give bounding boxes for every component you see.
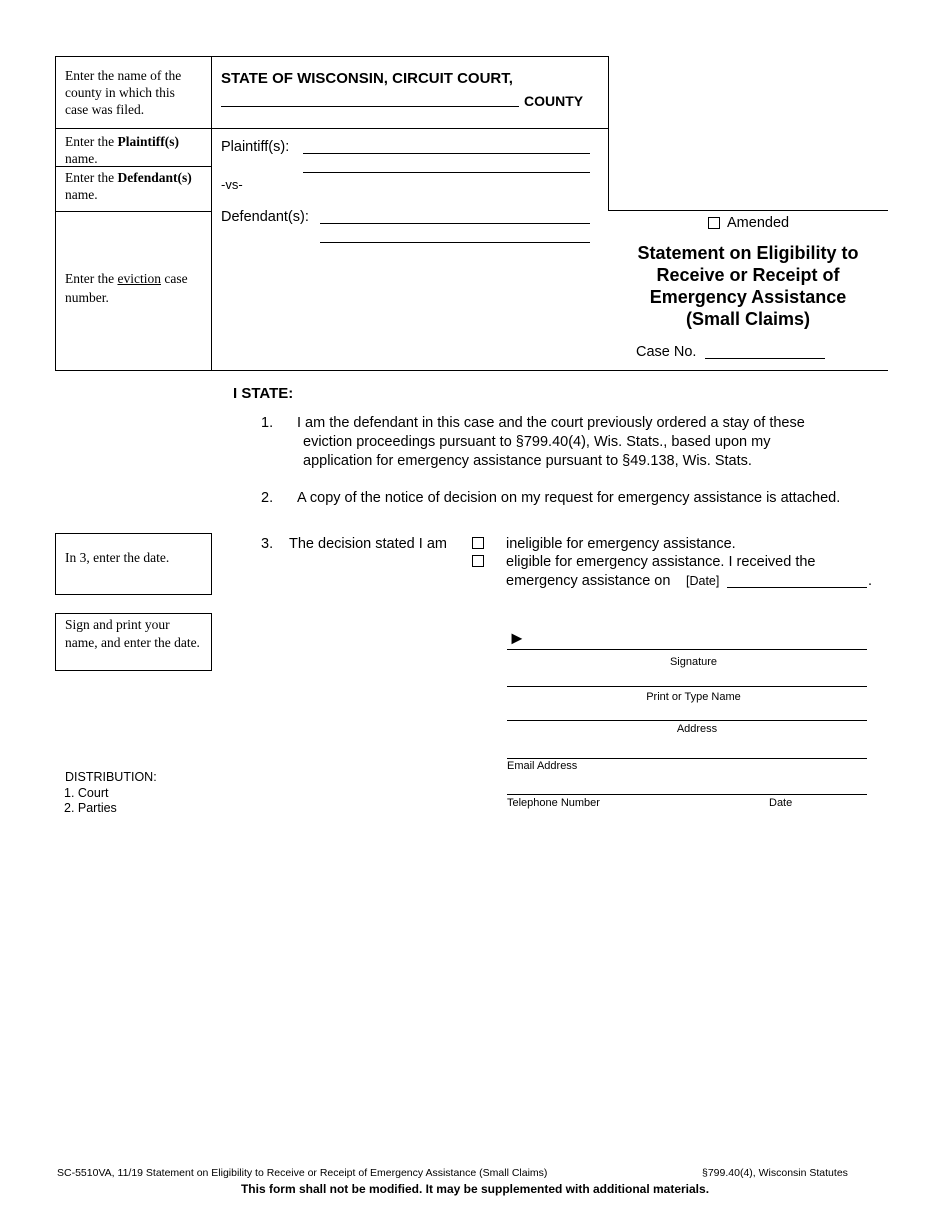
footer-notice: This form shall not be modified. It may be supplemented with additional materials.: [240, 1182, 710, 1196]
defendant-field-2[interactable]: [320, 242, 590, 243]
amended-label: Amended: [727, 215, 790, 231]
signature-field[interactable]: [507, 649, 867, 650]
defendant-row-rule: [55, 211, 211, 212]
court-heading: STATE OF WISCONSIN, CIRCUIT COURT,: [221, 70, 513, 87]
phone-label: Telephone Number: [507, 797, 600, 809]
sign-date-label: Date: [769, 797, 793, 809]
phone-date-field[interactable]: [507, 794, 867, 795]
caption-right-rule: [608, 56, 609, 211]
defendant-field-1[interactable]: [320, 223, 590, 224]
distribution-item-court: 1. Court: [64, 785, 109, 800]
county-row-rule: [55, 128, 608, 129]
case-number-field[interactable]: [705, 358, 825, 359]
plaintiff-field-2[interactable]: [303, 172, 590, 173]
title-block-top-rule: [608, 210, 888, 211]
form-title-line-4: (Small Claims): [685, 309, 811, 329]
signature-arrow-icon: ►: [508, 628, 526, 648]
distribution-block: [65, 770, 157, 817]
item-1-line-2: eviction proceedings pursuant to §799.40(4), Wis. Stats., based upon my: [303, 434, 771, 450]
versus-label: -vs-: [221, 177, 243, 192]
ineligible-checkbox[interactable]: [472, 537, 484, 549]
county-label: COUNTY: [524, 93, 584, 109]
item-2-text: A copy of the notice of decision on my request for emergency assistance is attached.: [297, 490, 841, 506]
form-title-line-2: Receive or Receipt of: [656, 265, 840, 285]
signature-label: Signature: [669, 656, 718, 668]
email-label: Email Address: [507, 760, 578, 772]
item-1-number: 1.: [261, 415, 274, 431]
caption-top-rule: [55, 56, 608, 57]
distribution-item-parties: 2. Parties: [64, 801, 117, 815]
sign-instruction-box: Sign and print your name, and enter the date.: [55, 613, 212, 671]
item-1-line-3: application for emergency assistance pursuant to §49.138, Wis. Stats.: [303, 453, 752, 469]
case-number-instruction: Enter the eviction case number.: [65, 271, 188, 305]
date-instruction-box: In 3, enter the date.: [55, 533, 212, 595]
eligible-checkbox[interactable]: [472, 555, 484, 567]
email-field[interactable]: [507, 758, 867, 759]
eligible-option-line-2: emergency assistance on: [506, 573, 671, 589]
address-field[interactable]: [507, 720, 867, 721]
item-1-text: [297, 414, 887, 471]
i-state-heading: I STATE:: [233, 385, 294, 402]
item-2-number: 2.: [261, 490, 274, 506]
amended-checkbox[interactable]: [708, 217, 720, 229]
caption-left-rule: [55, 56, 56, 371]
item-3-period: .: [868, 573, 873, 589]
distribution-heading: DISTRIBUTION:: [65, 770, 157, 784]
plaintiff-field-1[interactable]: [303, 153, 590, 154]
defendant-instruction: Enter the Defendant(s) name.: [65, 170, 192, 202]
address-label: Address: [676, 723, 718, 735]
item-3-lead: The decision stated I am: [289, 536, 447, 552]
form-title-line-3: Emergency Assistance: [649, 287, 847, 307]
item-3-number: 3.: [261, 536, 274, 552]
assistance-date-field[interactable]: [727, 587, 867, 588]
item-1-line-1: I am the defendant in this case and the court previously ordered a stay of these: [297, 415, 805, 431]
ineligible-option: ineligible for emergency assistance.: [506, 536, 736, 552]
form-title: [612, 242, 884, 330]
form-title-line-1: Statement on Eligibility to: [637, 243, 859, 263]
plaintiff-instruction: Enter the Plaintiff(s) name.: [65, 134, 179, 166]
caption-middle-rule: [211, 56, 212, 371]
county-field[interactable]: [221, 106, 519, 107]
footer-statute: §799.40(4), Wisconsin Statutes: [702, 1167, 848, 1179]
print-name-label: Print or Type Name: [646, 691, 741, 703]
print-name-field[interactable]: [507, 686, 867, 687]
county-instruction: Enter the name of the county in which this case was filed.: [65, 68, 182, 117]
plaintiff-label: Plaintiff(s):: [221, 139, 290, 155]
footer-form-id: SC-5510VA, 11/19 Statement on Eligibility to Receive or Receipt of Emergency Assistance (Small Claims): [57, 1167, 548, 1179]
eligible-option-line-1: eligible for emergency assistance. I received the: [506, 554, 816, 570]
case-number-label: Case No.: [636, 344, 697, 360]
date-hint: [Date]: [686, 574, 720, 588]
defendant-label: Defendant(s):: [221, 209, 309, 225]
caption-bottom-rule: [55, 370, 888, 371]
